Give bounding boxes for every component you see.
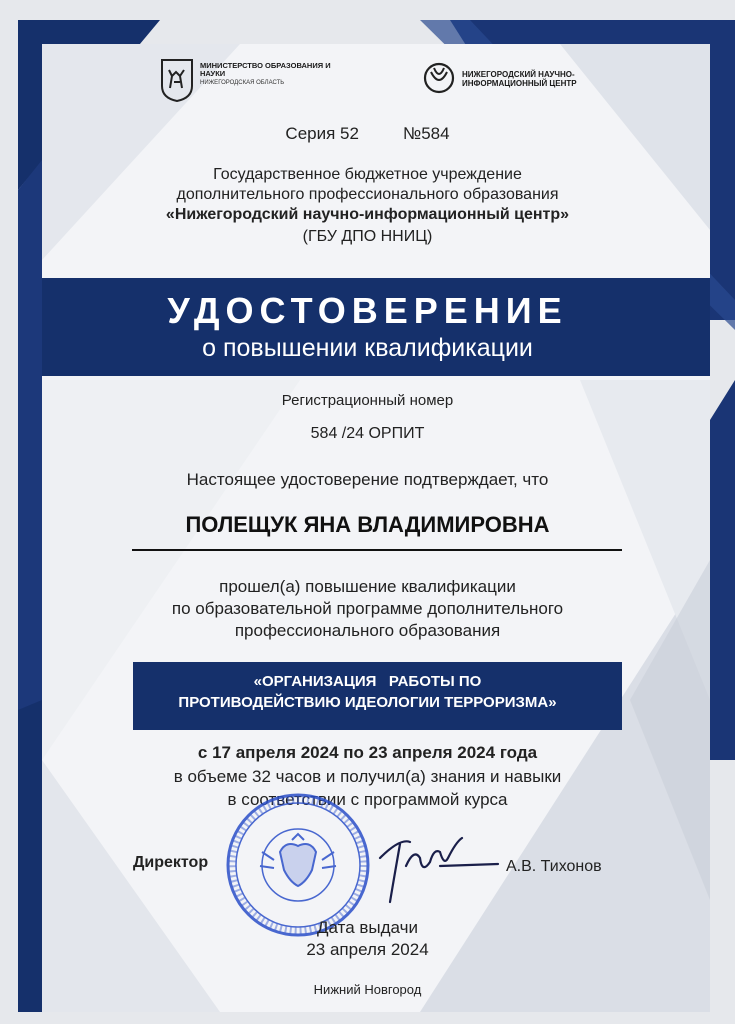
institution-line-1: Государственное бюджетное учреждение (213, 166, 522, 183)
issue-date-label: Дата выдачи (317, 918, 418, 937)
director-signature (370, 818, 500, 908)
registration-number: 584 /24 ОРПИТ (310, 425, 425, 442)
nnic-name: НИЖЕГОРОДСКИЙ НАУЧНО-ИНФОРМАЦИОННЫЙ ЦЕНТР (462, 70, 577, 88)
institution-line-2: дополнительного профессионального образования (176, 186, 559, 203)
volume-line-1: в объеме 32 часов и получил(а) знания и навыки (173, 767, 562, 786)
institution-abbr: (ГБУ ДПО ННИЦ) (302, 228, 433, 245)
series-number: №584 (402, 124, 450, 143)
document-subtitle: о повышении квалификации (202, 334, 533, 362)
course-period: с 17 апреля 2024 по 23 апреля 2024 года (197, 743, 538, 762)
program-title-line-1: «ОРГАНИЗАЦИЯ РАБОТЫ ПО (253, 673, 482, 690)
name-underline (132, 549, 622, 551)
issue-date: 23 апреля 2024 (306, 940, 429, 959)
document-title: УДОСТОВЕРЕНИЕ (167, 290, 568, 331)
ministry-logo (160, 58, 360, 102)
series-label: Серия 52 (285, 124, 359, 143)
director-label: Директор (133, 854, 209, 871)
region-name: НИЖЕГОРОДСКАЯ ОБЛАСТЬ (200, 80, 285, 86)
volume-line-2: в соответствии с программой курса (227, 790, 508, 809)
institution-name: «Нижегородский научно-информационный центр» (165, 206, 570, 223)
nnic-emblem-icon (422, 58, 456, 98)
confirm-text: Настоящее удостоверение подтверждает, что (186, 470, 549, 489)
city: Нижний Новгород (313, 982, 422, 997)
ministry-name: МИНИСТЕРСТВО ОБРАЗОВАНИЯ И НАУКИ (200, 61, 331, 78)
program-title-line-2: ПРОТИВОДЕЙСТВИЮ ИДЕОЛОГИИ ТЕРРОРИЗМА» (178, 694, 557, 711)
series-line (0, 124, 735, 144)
passed-line-3: профессионального образования (234, 621, 501, 640)
passed-line-1: прошел(а) повышение квалификации (219, 577, 516, 596)
director-name: А.В. Тихонов (506, 858, 602, 875)
deer-coat-of-arms-icon (160, 58, 194, 102)
person-name: ПОЛЕЩУК ЯНА ВЛАДИМИРОВНА (185, 512, 550, 537)
passed-line-2: по образовательной программе дополнительного (171, 599, 564, 618)
nnic-logo (422, 58, 642, 102)
registration-label: Регистрационный номер (281, 392, 454, 409)
